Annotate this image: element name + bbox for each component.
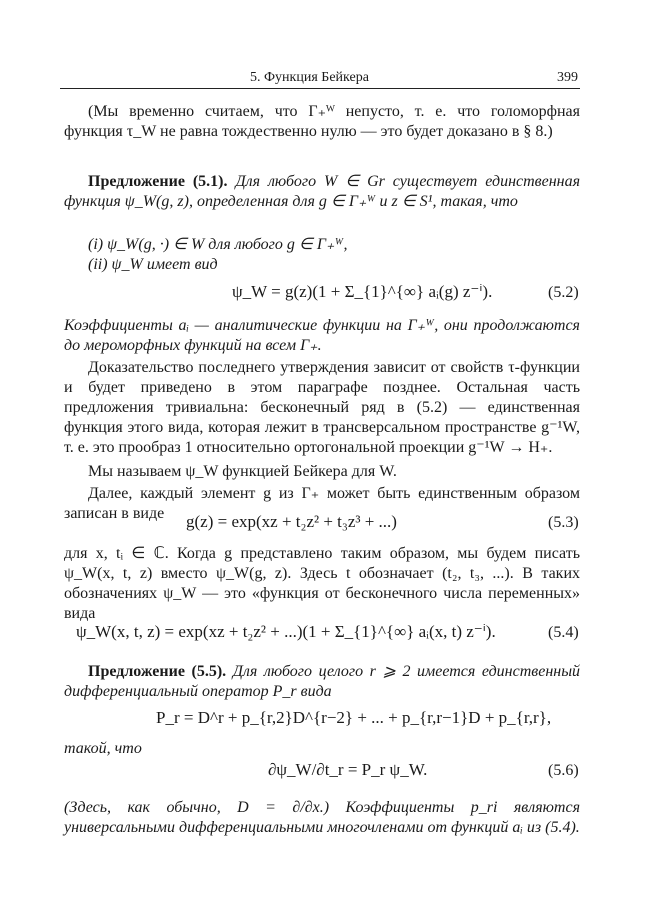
coefficients-statement: Коэффициенты aᵢ — аналитические функции на Γ₊ᵂ, они продолжаются до мероморфных функций на всем Γ₊. xyxy=(64,317,580,354)
running-title: 5. Функция Бейкера xyxy=(250,70,369,85)
equation-5-3-number: (5.3) xyxy=(548,514,579,531)
equation-5-6-number: (5.6) xyxy=(548,762,579,779)
condition-ii: (ii) ψ_W имеет вид xyxy=(88,256,218,273)
notation-paragraph: для x, tᵢ ∈ ℂ. Когда g представлено таким образом, мы будем писать ψ_W(x, t, z) вместо ψ_W(g, z). Здесь t обозначает (t₂, t₃, ...). В таких обозначениях ψ_W — это «функция от бесконечного числа переменных» вида xyxy=(64,545,580,622)
equation-5-6: ∂ψ_W/∂t_r = P_r ψ_W. xyxy=(268,760,428,779)
proposition-5-1 xyxy=(64,172,580,212)
equation-5-3: g(z) = exp(xz + t₂z² + t₃z³ + ...) xyxy=(186,512,397,531)
equation-5-2-number: (5.2) xyxy=(548,284,579,301)
baker-definition: Мы называем ψ_W функцией Бейкера для W. xyxy=(88,463,397,480)
proposition-5-5 xyxy=(64,662,580,702)
equation-5-4: ψ_W(x, t, z) = exp(xz + t₂z² + ...)(1 + Σ_{1}^{∞} aᵢ(x, t) z⁻ⁱ). xyxy=(76,622,496,641)
proposition-5-1-text: Для любого W ∈ Gr существует единственная функция ψ_W(g, z), определенная для g ∈ Γ₊ᵂ и z ∈ S¹, такая, что xyxy=(64,173,581,210)
proposition-5-1-title: Предложение (5.1). xyxy=(88,173,228,190)
group-element-paragraph: Далее, каждый элемент g из Γ₊ может быть единственным образом записан в виде xyxy=(64,485,580,522)
intro-paragraph: (Мы временно считаем, что Γ₊ᵂ непусто, т. е. что голоморфная функция τ_W не равна тождественно нулю — это будет доказано в § 8.) xyxy=(64,103,580,140)
page-header xyxy=(60,62,580,89)
condition-i: (i) ψ_W(g, ·) ∈ W для любого g ∈ Γ₊ᵂ, xyxy=(88,236,348,253)
proposition-5-5-text: Для любого целого r ⩾ 2 имеется единственный дифференциальный оператор P_r вида xyxy=(64,663,581,700)
operator-p-r: P_r = D^r + p_{r,2}D^{r−2} + ... + p_{r,r−1}D + p_{r,r}, xyxy=(156,708,552,727)
proposition-5-5-title: Предложение (5.5). xyxy=(88,663,227,680)
equation-5-4-number: (5.4) xyxy=(548,624,579,641)
such-that-label: такой, что xyxy=(64,740,142,757)
page-number: 399 xyxy=(557,70,578,85)
closing-paragraph: (Здесь, как обычно, D = ∂/∂x.) Коэффициенты p_ri являются универсальными дифференциальными многочленами от функций aᵢ из (5.4). xyxy=(64,799,580,836)
equation-5-2: ψ_W = g(z)(1 + Σ_{1}^{∞} aᵢ(g) z⁻ⁱ). xyxy=(232,282,493,301)
proof-paragraph: Доказательство последнего утверждения зависит от свойств τ-функции и будет приведено в этом параграфе позднее. Остальная часть предложения тривиальна: бесконечный ряд в (5.2) — единственная функция этого вида, которая лежит в трансверсальном пространстве g⁻¹W, т. е. это прообраз 1 относительно ортогональной проекции g⁻¹W → H₊. xyxy=(64,359,580,456)
